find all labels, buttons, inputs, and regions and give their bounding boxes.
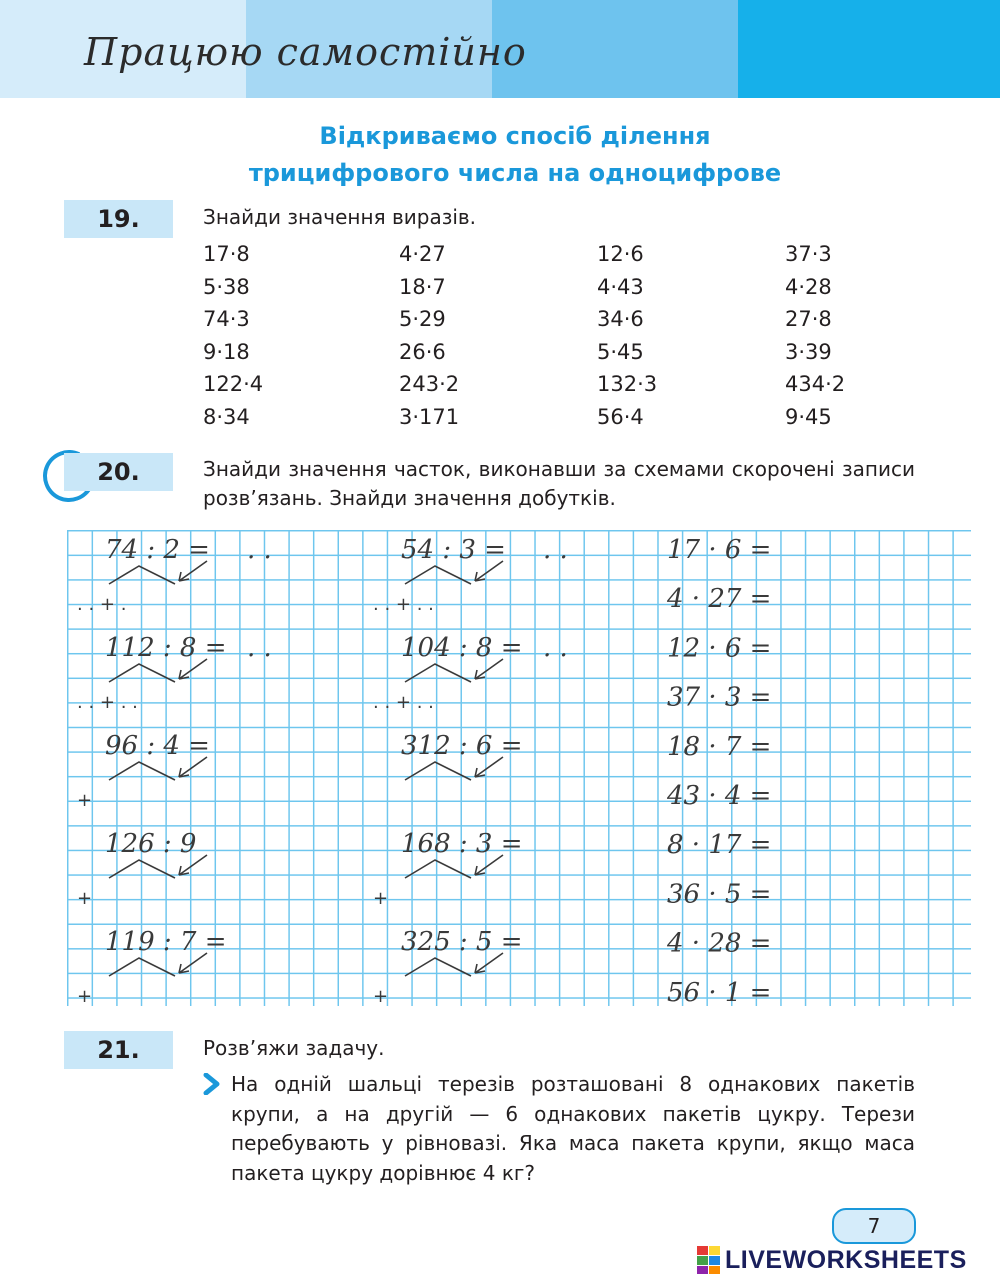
division-left-scheme-chevron [109,664,175,682]
division-middle-scheme-chevron [405,958,471,976]
liveworksheets-text: LIVEWORKSHEETS [725,1245,967,1274]
division-middle-expression: 168 : 3 = [401,829,523,859]
page-number: 7 [832,1208,916,1244]
division-left-scheme-chevron [109,958,175,976]
expression-r1-c1: 17·8 [203,242,250,266]
expression-r5-c3: 132·3 [597,372,658,396]
exercise-21-number: 21. [64,1031,173,1069]
product-expression: 43 · 4 = [667,781,772,811]
expression-r2-c2: 18·7 [399,274,446,299]
exercise-20-instruction: Знайди значення часток, виконавши за схемами скорочені записи розв’язань. Знайди значення добутків. [203,457,915,510]
division-middle-expression: 104 : 8 = [401,633,523,663]
expression-r5-c1: 122·4 [203,372,264,396]
division-left-scheme-chevron [109,566,175,584]
exercise-20-number: 20. [64,453,173,491]
division-left-expression: 126 : 9 [105,829,197,859]
expression-r6-c2: 3·171 [399,404,460,429]
division-left-scheme-chevron [109,762,175,780]
division-middle-sum-scheme: + [373,986,389,1006]
exercise-21-instruction: Розв’яжи задачу. [203,1036,385,1060]
section-title [0,118,1000,192]
division-middle-scheme-chevron [405,860,471,878]
expression-r1-c4: 37·3 [785,242,832,266]
division-left-sum-scheme: + [77,986,93,1006]
expression-r1-c2: 4·27 [399,242,446,266]
section-title-line-2: трицифрового числа на одноцифрове [248,159,782,187]
exercise-20-workings [67,530,971,1006]
expression-r3-c3: 34·6 [597,307,644,331]
division-left-expression: 112 : 8 = [105,633,227,663]
division-left-sum-scheme: + [77,790,93,811]
division-middle-scheme-chevron [405,762,471,780]
division-middle-scheme-chevron [405,664,471,682]
expression-r6-c3: 56·4 [597,404,644,429]
expression-r3-c2: 5·29 [399,307,446,331]
division-left-expression: 96 : 4 = [105,731,210,761]
header-band-3 [492,0,738,98]
expression-r6-c4: 9·45 [785,404,832,429]
section-title-line-1: Відкриваємо спосіб ділення [319,122,711,150]
division-middle-expression: 54 : 3 = [401,535,506,565]
division-left-expression: 74 : 2 = [105,535,210,565]
chevron-right-icon [203,1073,221,1095]
division-left-sum-scheme: . . + . . [77,692,138,713]
division-left-sum-scheme: . . + . [77,594,127,615]
product-expression: 37 · 3 = [667,682,772,713]
division-middle-sum-scheme: . . + . . [373,594,434,615]
division-left-expression: 119 : 7 = [105,927,227,957]
expression-r3-c4: 27·8 [785,307,832,331]
product-expression: 8 · 17 = [667,830,772,861]
division-middle-expression: 312 : 6 = [401,731,523,761]
expression-r4-c1: 9·18 [203,339,250,364]
division-middle-tail-dots: . . [543,535,568,565]
expression-r3-c1: 74·3 [203,307,250,331]
exercise-21-problem: На одній шальці терезів розташовані 8 однакових пакетів крупи, а на другій — 6 однакових пакетів цукру. Терези перебувають у рівновазі. Яка маса пакета крупи, якщо маса пакета цукру дорівнює 4 кг? [231,1072,915,1185]
product-expression: 4 · 28 = [667,928,772,959]
expression-r1-c3: 12·6 [597,242,644,266]
division-middle-scheme-chevron [405,566,471,584]
exercise-20-grid [67,530,971,1006]
expression-r2-c3: 4·43 [597,274,644,299]
expression-r6-c1: 8·34 [203,404,250,429]
header-band-4 [738,0,1000,98]
division-left-scheme-chevron [109,860,175,878]
product-expression: 12 · 6 = [667,633,772,664]
product-expression: 36 · 5 = [667,879,772,910]
product-expression: 4 · 27 = [667,584,772,615]
exercise-19-expressions [203,238,935,433]
product-expression: 18 · 7 = [667,731,772,762]
product-expression: 17 · 6 = [667,535,772,565]
exercise-19-number: 19. [64,200,173,238]
division-left-sum-scheme: + [77,888,93,909]
division-left-tail-dots: . . [247,633,272,663]
expression-r5-c2: 243·2 [399,372,460,396]
expression-r4-c3: 5·45 [597,339,644,364]
expression-r2-c4: 4·28 [785,274,832,299]
division-middle-expression: 325 : 5 = [401,927,523,957]
product-expression: 56 · 1 = [667,977,772,1006]
division-left-tail-dots: . . [247,535,272,565]
division-middle-tail-dots: . . [543,633,568,663]
liveworksheets-logo-icon [697,1246,721,1274]
division-middle-sum-scheme: + [373,888,389,909]
expression-r4-c4: 3·39 [785,339,832,364]
exercise-19-instruction: Знайди значення виразів. [203,205,477,229]
liveworksheets-logo [697,1245,967,1275]
division-middle-sum-scheme: . . + . . [373,692,434,713]
expression-r5-c4: 434·2 [785,372,846,396]
header-title: Працюю самостійно [84,30,527,74]
expression-r2-c1: 5·38 [203,274,250,299]
expression-r4-c2: 26·6 [399,339,446,364]
